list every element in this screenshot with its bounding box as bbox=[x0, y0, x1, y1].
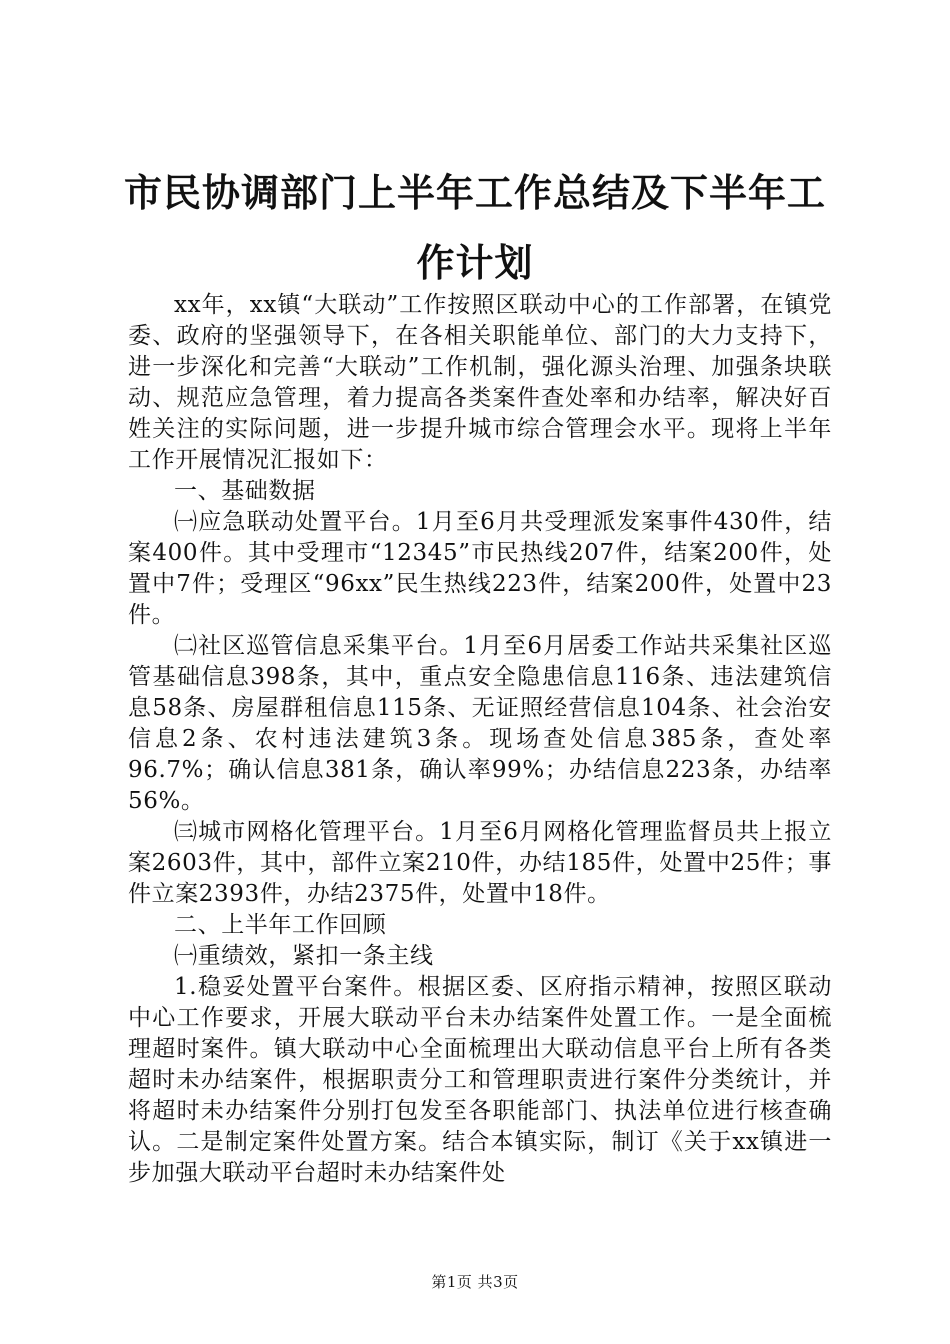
subsection-heading-performance: ㈠重绩效，紧扣一条主线 bbox=[174, 943, 434, 969]
intro-paragraph: xx年，xx镇“大联动”工作按照区联动中心的工作部署，在镇党委、政府的坚强领导下，在各相关职能单位、部门的大力支持下，进一步深化和完善“大联动”工作机制，强化源头治理、加强条块联动、规范应急管理，着力提高各类案件查处率和办结率，解决好百姓关注的实际问题，进一步提升城市综合管理会水平。现将上半年工作开展情况汇报如下： bbox=[128, 292, 832, 473]
document-body bbox=[128, 290, 832, 1189]
page-footer: 第1页 共3页 bbox=[431, 1273, 519, 1291]
paragraph-grid-management-platform: ㈢城市网格化管理平台。1月至6月网格化管理监督员共上报立案2603件，其中，部件立案210件，办结185件，处置中25件；事件立案2393件，办结2375件，处置中18件。 bbox=[128, 819, 832, 907]
paragraph-community-patrol-platform: ㈡社区巡管信息采集平台。1月至6月居委工作站共采集社区巡管基础信息398条，其中，重点安全隐患信息116条、违法建筑信息58条、房屋群租信息115条、无证照经营信息104条、社会治安信息2条、农村违法建筑3条。现场查处信息385条，查处率96.7%；确认信息381条，确认率99%；办结信息223条，办结率56%。 bbox=[128, 633, 832, 814]
section-heading-basic-data: 一、基础数据 bbox=[174, 478, 316, 504]
section-heading-review: 二、上半年工作回顾 bbox=[174, 912, 387, 938]
document-title: 市民协调部门上半年工作总结及下半年工作计划 bbox=[123, 171, 826, 285]
paragraph-emergency-platform: ㈠应急联动处置平台。1月至6月共受理派发案事件430件，结案400件。其中受理市“12345”市民热线207件，结案200件，处置中7件；受理区“96xx”民生热线223件，结案200件，处置中23件。 bbox=[128, 509, 832, 628]
paragraph-case-handling: 1.稳妥处置平台案件。根据区委、区府指示精神，按照区联动中心工作要求，开展大联动平台未办结案件处置工作。一是全面梳理超时案件。镇大联动中心全面梳理出大联动信息平台上所有各类超时未办结案件，根据职责分工和管理职责进行案件分类统计，并将超时未办结案件分别打包发至各职能部门、执法单位进行核查确认。二是制定案件处置方案。结合本镇实际，制订《关于xx镇进一步加强大联动平台超时未办结案件处 bbox=[128, 974, 832, 1186]
